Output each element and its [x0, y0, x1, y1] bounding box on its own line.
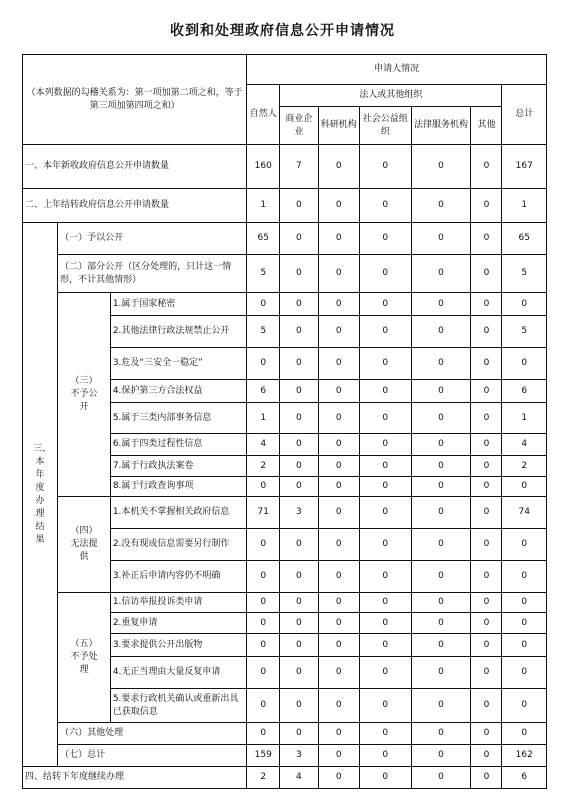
row-label: 4.保护第三方合法权益 — [110, 380, 246, 403]
cell-value: 2 — [502, 456, 547, 477]
cell-value: 0 — [411, 497, 471, 529]
cell-value: 0 — [411, 189, 471, 223]
table-row — [23, 189, 547, 223]
group-unable — [58, 497, 111, 593]
cell-value: 2 — [247, 767, 280, 789]
cell-value: 0 — [359, 403, 411, 434]
group-not-open — [58, 293, 111, 497]
cell-value: 0 — [411, 316, 471, 348]
cell-value: 0 — [411, 689, 471, 723]
cell-value: 0 — [318, 403, 359, 434]
cell-value: 0 — [359, 689, 411, 723]
cell-value: 1 — [247, 189, 280, 223]
cell-value: 0 — [471, 145, 502, 189]
cell-value: 1 — [502, 189, 547, 223]
cell-value: 0 — [411, 745, 471, 767]
cell-value: 0 — [280, 456, 318, 477]
row-label: 3.危及“三安全一稳定” — [110, 348, 246, 380]
cell-value: 0 — [502, 477, 547, 497]
cell-value: 0 — [280, 689, 318, 723]
cell-value: 0 — [318, 767, 359, 789]
cell-value: 0 — [471, 380, 502, 403]
cell-value: 0 — [318, 456, 359, 477]
row-label: 6.属于四类过程性信息 — [110, 434, 246, 456]
cell-value: 0 — [318, 380, 359, 403]
cell-value: 0 — [411, 657, 471, 689]
table-row — [23, 223, 547, 255]
cell-value: 0 — [280, 477, 318, 497]
cell-value: 0 — [359, 634, 411, 657]
cell-value: 0 — [318, 434, 359, 456]
cell-value: 0 — [359, 529, 411, 561]
row-label: 7.属于行政执法案卷 — [110, 456, 246, 477]
cell-value: 0 — [280, 316, 318, 348]
cell-value: 0 — [471, 293, 502, 316]
row-label: 1.本机关不掌握相关政府信息 — [110, 497, 246, 529]
cell-value: 5 — [247, 255, 280, 293]
cell-value: 0 — [471, 593, 502, 613]
page-title: 收到和处理政府信息公开申请情况 — [170, 23, 395, 39]
group-not-open-text: （三）不予公开 — [70, 376, 98, 412]
cell-value: 4 — [280, 767, 318, 789]
cell-value: 0 — [318, 316, 359, 348]
cell-value: 0 — [471, 348, 502, 380]
cell-value: 0 — [502, 723, 547, 745]
cell-value: 1 — [247, 403, 280, 434]
cell-value: 0 — [359, 497, 411, 529]
cell-value: 3 — [280, 497, 318, 529]
table-row — [23, 723, 547, 745]
section-three-label — [23, 223, 58, 767]
row-label: 8.属于行政查询事项 — [110, 477, 246, 497]
cell-value: 0 — [280, 380, 318, 403]
header-research: 科研机构 — [318, 107, 359, 145]
row-label: （二）部分公开（区分处理的，只计这一情形，不计其他情形） — [58, 255, 247, 293]
row-label: 4.无正当理由大量反复申请 — [110, 657, 246, 689]
cell-value: 5 — [502, 255, 547, 293]
cell-value: 0 — [471, 767, 502, 789]
cell-value: 0 — [359, 348, 411, 380]
cell-value: 0 — [411, 561, 471, 593]
cell-value: 0 — [280, 434, 318, 456]
cell-value: 0 — [359, 380, 411, 403]
cell-value: 0 — [471, 477, 502, 497]
cell-value: 0 — [359, 223, 411, 255]
cell-value: 0 — [318, 255, 359, 293]
table-row — [23, 593, 547, 613]
row-label: 3.补正后申请内容仍不明确 — [110, 561, 246, 593]
cell-value: 0 — [359, 767, 411, 789]
cell-value: 0 — [280, 223, 318, 255]
header-legal-person: 法人或其他组织 — [280, 85, 502, 107]
cell-value: 0 — [359, 477, 411, 497]
cell-value: 0 — [247, 477, 280, 497]
cell-value: 0 — [471, 255, 502, 293]
header-commercial: 商业企业 — [280, 107, 318, 145]
cell-value: 0 — [318, 634, 359, 657]
cell-value: 0 — [471, 456, 502, 477]
cell-value: 0 — [280, 403, 318, 434]
cell-value: 0 — [280, 613, 318, 634]
cell-value: 0 — [318, 561, 359, 593]
header-social: 社会公益组织 — [359, 107, 411, 145]
cell-value: 0 — [502, 529, 547, 561]
cell-value: 6 — [502, 380, 547, 403]
cell-value: 159 — [247, 745, 280, 767]
header-law: 法律服务机构 — [411, 107, 471, 145]
cell-value: 0 — [280, 293, 318, 316]
cell-value: 4 — [247, 434, 280, 456]
cell-value: 167 — [502, 145, 547, 189]
header-other: 其他 — [471, 107, 502, 145]
cell-value: 0 — [471, 316, 502, 348]
cell-value: 0 — [318, 593, 359, 613]
cell-value: 0 — [359, 561, 411, 593]
cell-value: 0 — [318, 613, 359, 634]
table-row — [23, 745, 547, 767]
cell-value: 0 — [411, 529, 471, 561]
cell-value: 0 — [247, 613, 280, 634]
group-no-process-text: （五）不予处理 — [70, 639, 98, 675]
cell-value: 0 — [247, 529, 280, 561]
header-total: 总计 — [502, 85, 547, 145]
cell-value: 0 — [318, 293, 359, 316]
cell-value: 0 — [280, 529, 318, 561]
row-label: （一）予以公开 — [58, 223, 247, 255]
row-label: 一、本年新收政府信息公开申请数量 — [23, 145, 247, 189]
cell-value: 0 — [359, 456, 411, 477]
table-row — [23, 255, 547, 293]
row-label: 二、上年结转政府信息公开申请数量 — [23, 189, 247, 223]
cell-value: 0 — [359, 293, 411, 316]
cell-value: 0 — [318, 223, 359, 255]
cell-value: 0 — [411, 403, 471, 434]
row-label: 3.要求提供公开出版物 — [110, 634, 246, 657]
cell-value: 3 — [280, 745, 318, 767]
cell-value: 0 — [359, 255, 411, 293]
cell-value: 0 — [318, 477, 359, 497]
cell-value: 0 — [359, 434, 411, 456]
cell-value: 0 — [502, 593, 547, 613]
cell-value: 0 — [247, 561, 280, 593]
cell-value: 0 — [502, 689, 547, 723]
table-note: （本列数据的勾稽关系为：第一项加第二项之和，等于第三项加第四项之和） — [23, 55, 247, 145]
cell-value: 0 — [471, 223, 502, 255]
header-natural-person: 自然人 — [247, 85, 280, 145]
cell-value: 0 — [471, 723, 502, 745]
cell-value: 0 — [411, 380, 471, 403]
cell-value: 0 — [471, 529, 502, 561]
cell-value: 0 — [280, 634, 318, 657]
cell-value: 0 — [411, 293, 471, 316]
cell-value: 0 — [502, 293, 547, 316]
cell-value: 0 — [359, 745, 411, 767]
cell-value: 71 — [247, 497, 280, 529]
table-row — [23, 767, 547, 789]
cell-value: 0 — [471, 613, 502, 634]
group-no-process — [58, 593, 111, 723]
cell-value: 0 — [359, 723, 411, 745]
cell-value: 0 — [318, 497, 359, 529]
group-unable-text: （四）无法提供 — [70, 526, 98, 562]
cell-value: 0 — [411, 593, 471, 613]
cell-value: 0 — [318, 689, 359, 723]
table-row — [23, 497, 547, 529]
cell-value: 0 — [471, 561, 502, 593]
cell-value: 0 — [280, 723, 318, 745]
cell-value: 0 — [471, 403, 502, 434]
row-label: 2.没有现成信息需要另行制作 — [110, 529, 246, 561]
cell-value: 0 — [411, 613, 471, 634]
statistics-table — [22, 54, 547, 789]
cell-value: 0 — [411, 348, 471, 380]
cell-value: 0 — [247, 593, 280, 613]
cell-value: 0 — [247, 348, 280, 380]
cell-value: 0 — [471, 745, 502, 767]
cell-value: 0 — [280, 189, 318, 223]
cell-value: 0 — [359, 613, 411, 634]
cell-value: 65 — [247, 223, 280, 255]
cell-value: 65 — [502, 223, 547, 255]
table-row — [23, 293, 547, 316]
cell-value: 0 — [318, 145, 359, 189]
cell-value: 0 — [280, 348, 318, 380]
cell-value: 0 — [471, 657, 502, 689]
cell-value: 0 — [411, 723, 471, 745]
table-row — [23, 145, 547, 189]
row-label: 2.重复申请 — [110, 613, 246, 634]
cell-value: 0 — [411, 145, 471, 189]
cell-value: 0 — [318, 529, 359, 561]
cell-value: 0 — [471, 189, 502, 223]
cell-value: 0 — [280, 593, 318, 613]
cell-value: 160 — [247, 145, 280, 189]
cell-value: 0 — [471, 634, 502, 657]
cell-value: 0 — [247, 689, 280, 723]
cell-value: 1 — [502, 403, 547, 434]
cell-value: 0 — [359, 316, 411, 348]
cell-value: 7 — [280, 145, 318, 189]
row-label: （六）其他处理 — [58, 723, 247, 745]
cell-value: 74 — [502, 497, 547, 529]
row-label: 5.要求行政机关确认或重新出具已获取信息 — [110, 689, 246, 723]
cell-value: 0 — [359, 189, 411, 223]
cell-value: 0 — [280, 255, 318, 293]
row-label: 1.信访举报投诉类申请 — [110, 593, 246, 613]
cell-value: 2 — [247, 456, 280, 477]
cell-value: 6 — [247, 380, 280, 403]
cell-value: 0 — [411, 477, 471, 497]
cell-value: 0 — [280, 657, 318, 689]
cell-value: 0 — [318, 189, 359, 223]
cell-value: 0 — [411, 767, 471, 789]
row-label: （七）总计 — [58, 745, 247, 767]
cell-value: 0 — [247, 293, 280, 316]
cell-value: 0 — [318, 657, 359, 689]
cell-value: 0 — [247, 634, 280, 657]
cell-value: 0 — [318, 723, 359, 745]
cell-value: 0 — [471, 497, 502, 529]
cell-value: 0 — [411, 634, 471, 657]
cell-value: 0 — [411, 434, 471, 456]
cell-value: 0 — [359, 593, 411, 613]
cell-value: 0 — [318, 348, 359, 380]
cell-value: 6 — [502, 767, 547, 789]
cell-value: 5 — [247, 316, 280, 348]
cell-value: 162 — [502, 745, 547, 767]
cell-value: 0 — [502, 613, 547, 634]
row-label: 1.属于国家秘密 — [110, 293, 246, 316]
cell-value: 0 — [502, 634, 547, 657]
row-label: 2.其他法律行政法规禁止公开 — [110, 316, 246, 348]
cell-value: 4 — [502, 434, 547, 456]
cell-value: 5 — [502, 316, 547, 348]
row-label: 5.属于三类内部事务信息 — [110, 403, 246, 434]
cell-value: 0 — [411, 456, 471, 477]
cell-value: 0 — [280, 561, 318, 593]
cell-value: 0 — [502, 657, 547, 689]
cell-value: 0 — [359, 145, 411, 189]
cell-value: 0 — [502, 561, 547, 593]
cell-value: 0 — [471, 434, 502, 456]
cell-value: 0 — [502, 348, 547, 380]
cell-value: 0 — [247, 657, 280, 689]
cell-value: 0 — [247, 723, 280, 745]
cell-value: 0 — [411, 255, 471, 293]
header-applicant: 申请人情况 — [247, 55, 547, 85]
cell-value: 0 — [411, 223, 471, 255]
cell-value: 0 — [318, 745, 359, 767]
section-three-text: 三、本年度办理结果 — [33, 443, 52, 545]
cell-value: 0 — [471, 689, 502, 723]
cell-value: 0 — [359, 657, 411, 689]
row-label: 四、结转下年度继续办理 — [23, 767, 247, 789]
